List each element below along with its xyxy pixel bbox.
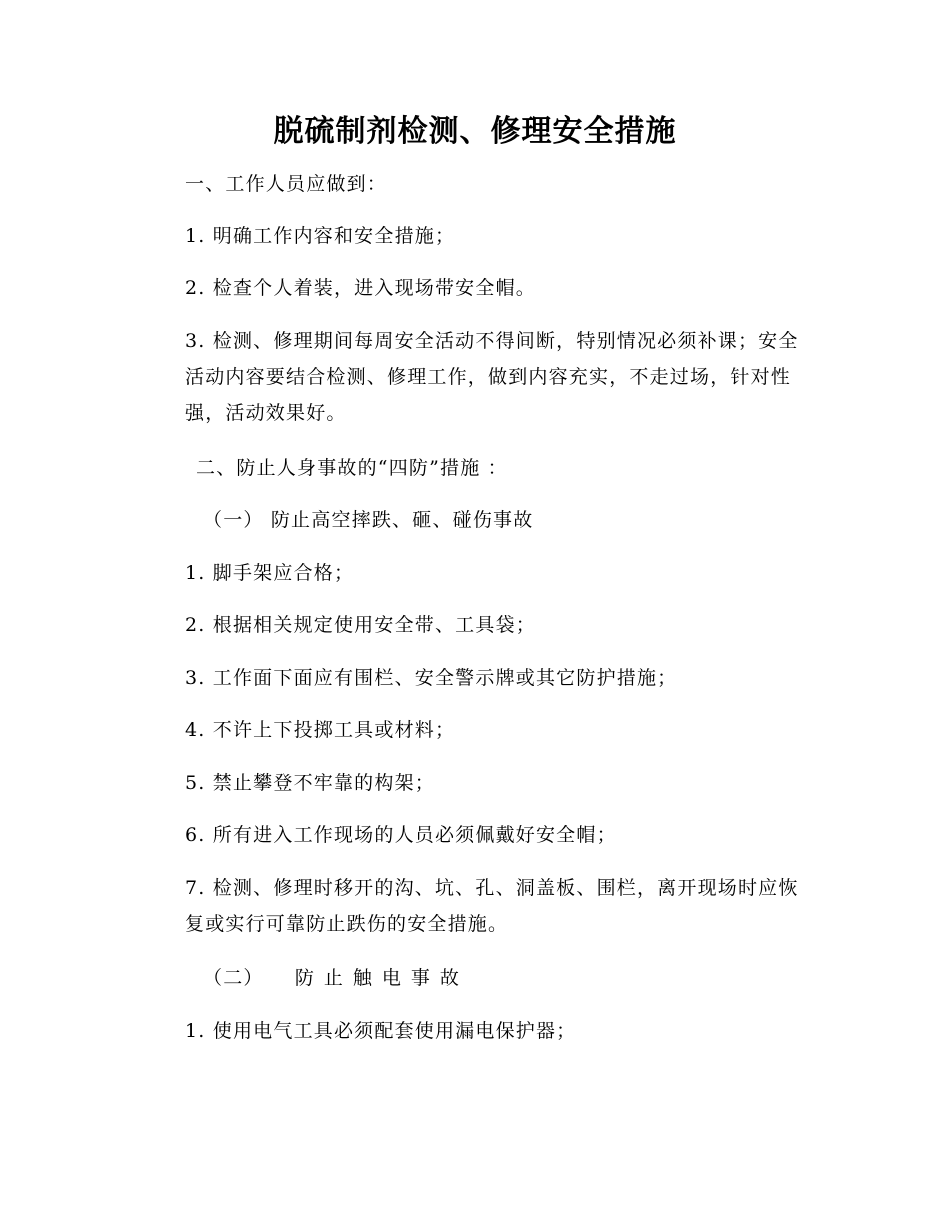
section1-item-2: 2. 检查个人着装，进入现场带安全帽。 xyxy=(185,277,536,299)
subsection2-heading-text: 防止触电事故 xyxy=(294,967,469,989)
subsection1-heading: （一） 防止高空摔跌、砸、碰伤事故 xyxy=(203,509,534,531)
document-title: 脱硫制剂检测、修理安全措施 xyxy=(273,114,677,149)
section2-heading: 二、防止人身事故的“四防”措施 ： xyxy=(196,457,508,479)
section1-item-3 xyxy=(143,323,811,431)
subsection2-item-1: 1. 使用电气工具必须配套使用漏电保护器； xyxy=(185,1020,577,1042)
section1-heading: 一、工作人员应做到： xyxy=(185,173,388,195)
subsection2-heading xyxy=(203,960,469,996)
subsection1-item-7 xyxy=(143,870,811,942)
section1-item-3-text: 3. 检测、修理期间每周安全活动不得间断，特别情况必须补课；安全活动内容要结合检测、修理工作，做到内容充实，不走过场，针对性强，活动效果好。 xyxy=(185,330,799,424)
subsection1-item-7-text: 7. 检测、修理时移开的沟、坑、孔、洞盖板、围栏，离开现场时应恢复或实行可靠防止跌伤的安全措施。 xyxy=(185,877,799,935)
subsection1-item-1: 1. 脚手架应合格； xyxy=(185,562,355,584)
subsection1-item-6: 6. 所有进入工作现场的人员必须佩戴好安全帽； xyxy=(185,824,617,846)
section1-item-1: 1. 明确工作内容和安全措施； xyxy=(185,225,456,247)
subsection1-item-5: 5. 禁止攀登不牢靠的构架； xyxy=(185,772,435,794)
subsection2-heading-prefix: （二） xyxy=(203,967,264,989)
subsection1-item-4: 4. 不许上下投掷工具或材料； xyxy=(185,719,456,741)
subsection1-item-3: 3. 工作面下面应有围栏、安全警示牌或其它防护措施； xyxy=(185,667,678,689)
subsection1-item-2: 2. 根据相关规定使用安全带、工具袋； xyxy=(185,614,536,636)
